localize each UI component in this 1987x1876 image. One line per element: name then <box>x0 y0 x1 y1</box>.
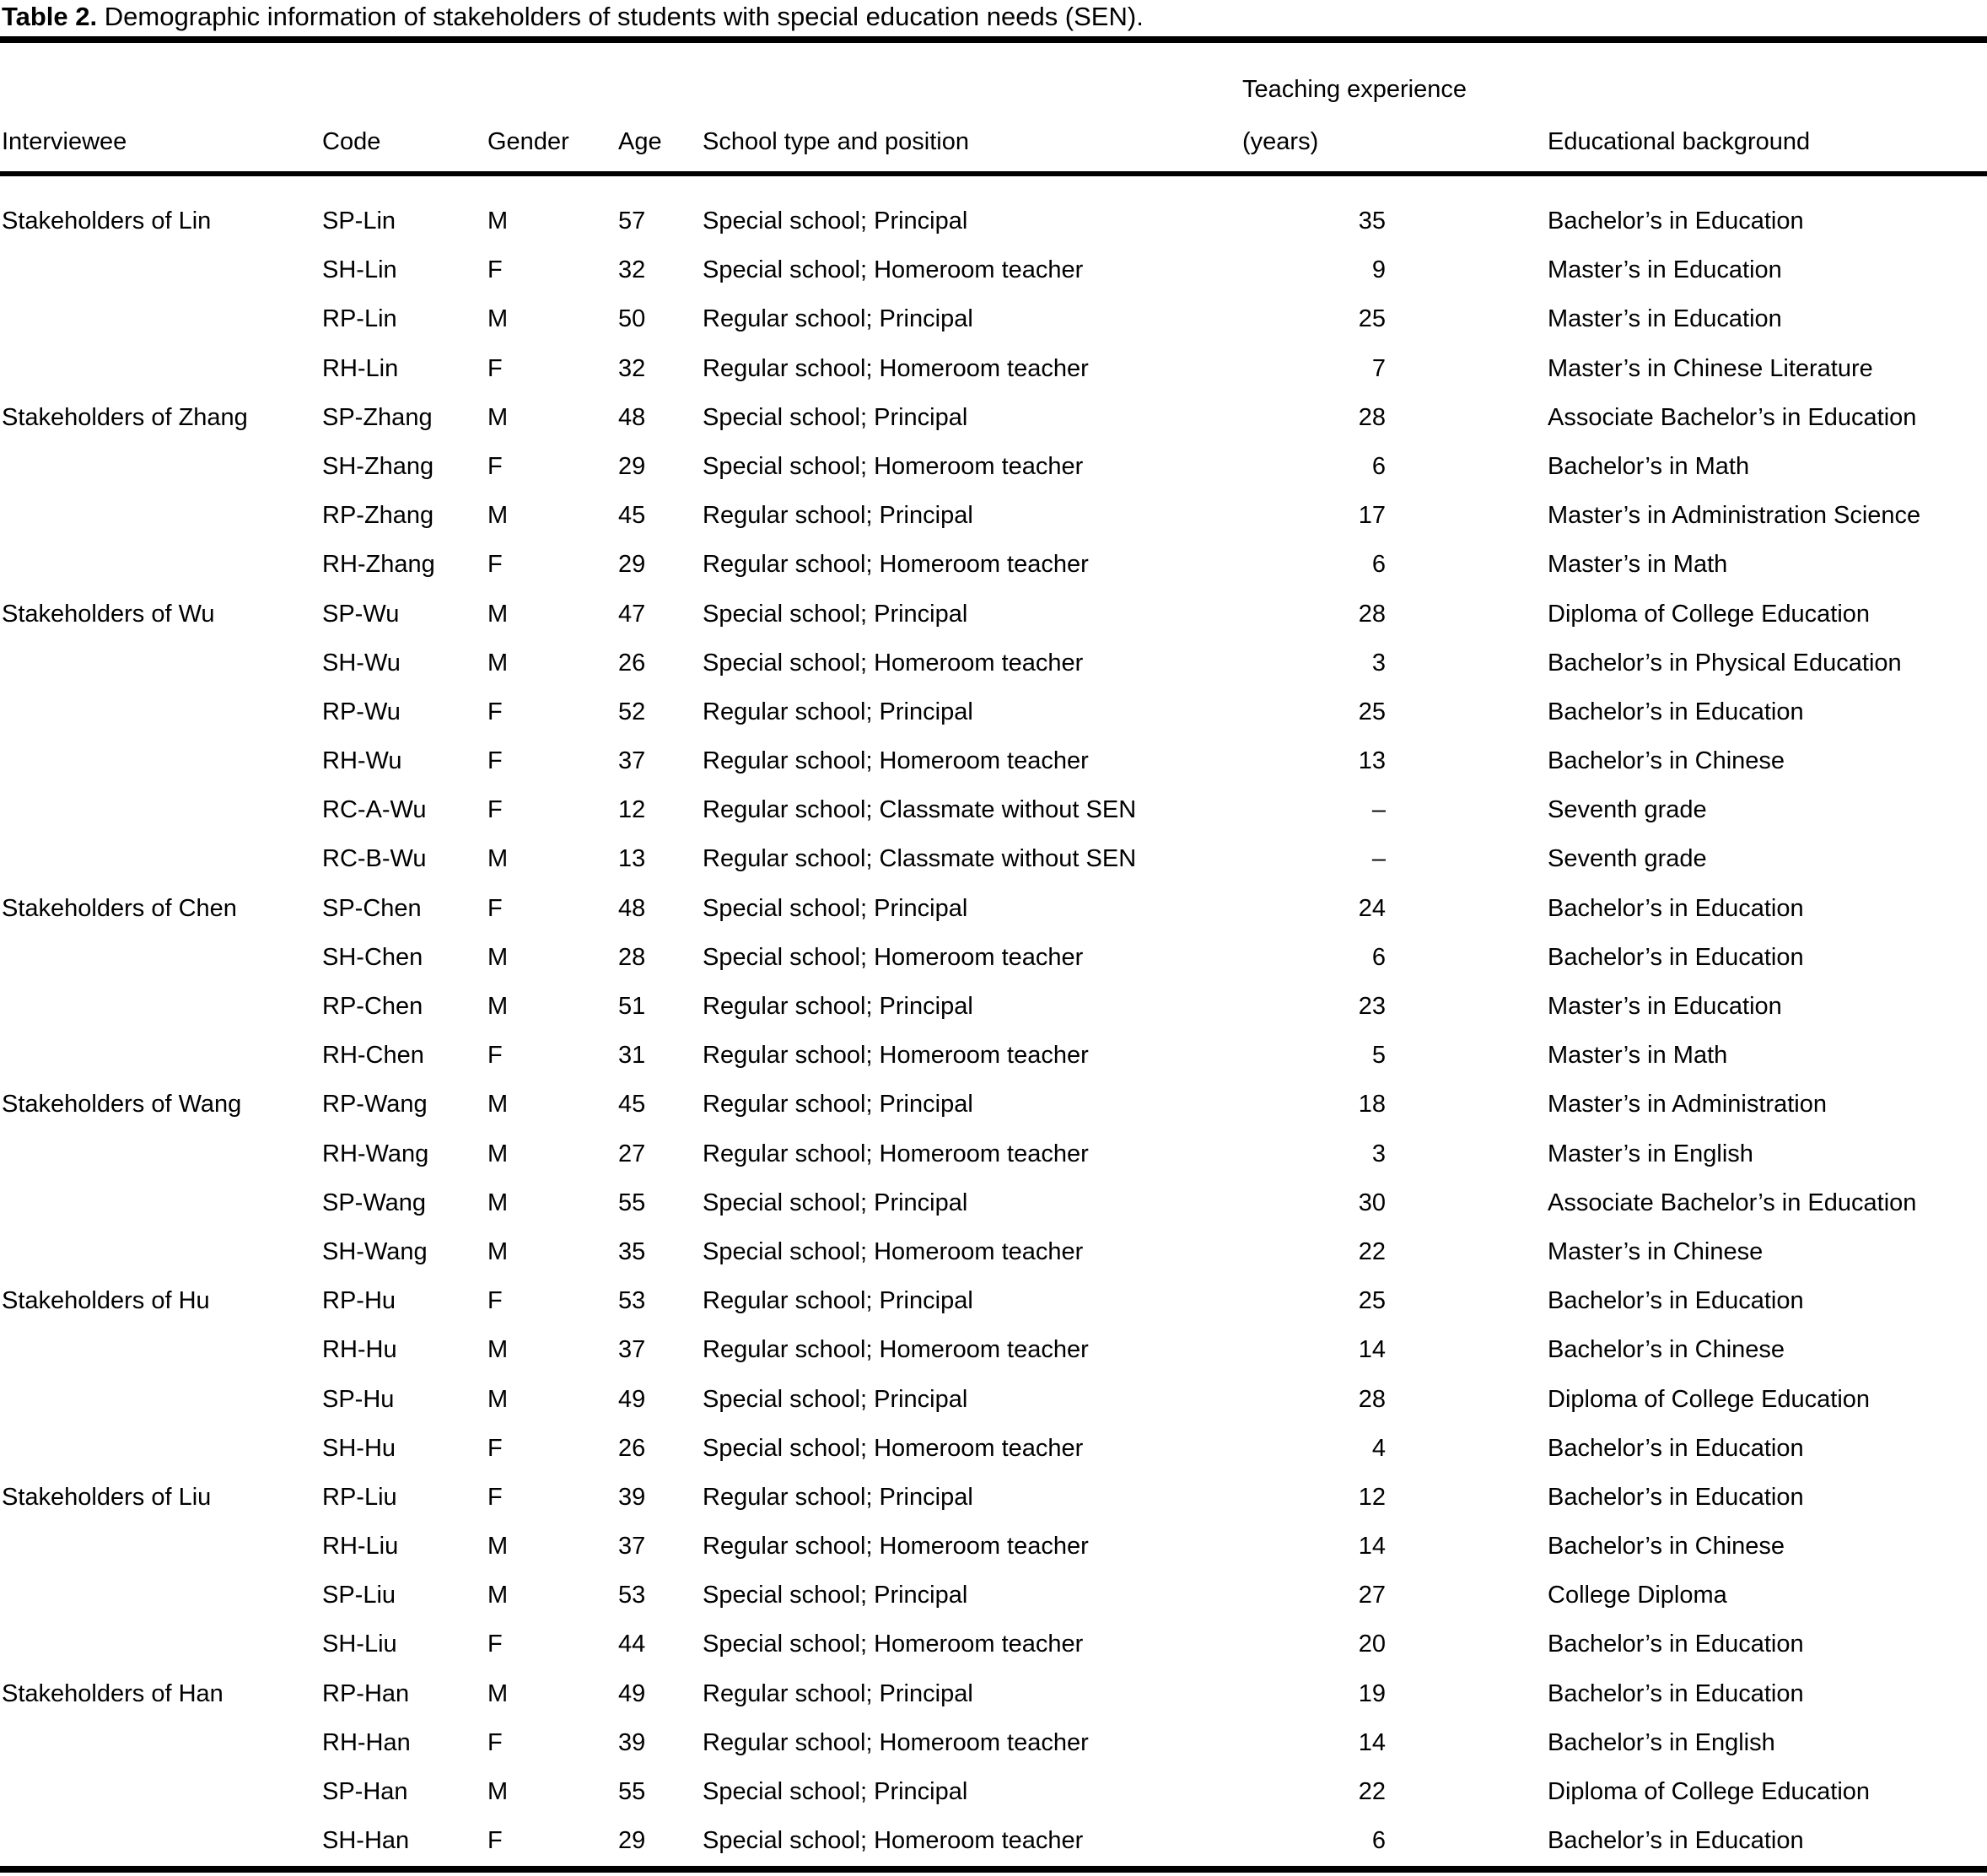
code-cell: SH-Wu <box>322 649 401 677</box>
table-row <box>0 1767 1987 1816</box>
experience-cell: 22 <box>1358 1778 1386 1805</box>
table-row <box>0 1375 1987 1424</box>
education-cell: Bachelor’s in Education <box>1548 1827 1804 1855</box>
experience-cell: 12 <box>1358 1483 1386 1511</box>
school-cell: Special school; Principal <box>703 1189 968 1216</box>
table-row <box>0 1031 1987 1080</box>
education-cell: Bachelor’s in English <box>1548 1728 1775 1756</box>
education-cell: Bachelor’s in Education <box>1548 1679 1804 1707</box>
gender-cell: M <box>487 403 509 431</box>
school-cell: Special school; Principal <box>703 600 968 628</box>
school-cell: Special school; Homeroom teacher <box>703 943 1084 971</box>
code-cell: SH-Lin <box>322 256 397 284</box>
table-row <box>0 982 1987 1031</box>
age-cell: 57 <box>618 208 646 234</box>
age-cell: 39 <box>618 1728 646 1756</box>
table-row <box>0 197 1987 245</box>
gender-cell: F <box>487 698 503 725</box>
education-cell: Bachelor’s in Physical Education <box>1548 649 1902 677</box>
school-cell: Special school; Homeroom teacher <box>703 1434 1084 1462</box>
education-cell: Diploma of College Education <box>1548 1385 1871 1413</box>
school-cell: Special school; Principal <box>703 1582 968 1609</box>
gender-cell: F <box>487 1483 503 1511</box>
table-title-text: Demographic information of stakeholders of students with special education needs (SEN). <box>104 2 1144 31</box>
age-cell: 49 <box>618 1679 646 1707</box>
code-cell: SH-Zhang <box>322 452 434 480</box>
code-cell: RP-Zhang <box>322 502 434 530</box>
gender-cell: M <box>487 1778 509 1805</box>
age-cell: 31 <box>618 1042 646 1070</box>
age-cell: 45 <box>618 502 646 530</box>
education-cell: Master’s in Chinese Literature <box>1548 354 1873 382</box>
school-cell: Regular school; Homeroom teacher <box>703 1336 1089 1364</box>
gender-cell: M <box>487 845 509 873</box>
experience-cell: 27 <box>1358 1582 1386 1609</box>
experience-cell: 30 <box>1358 1189 1386 1216</box>
table-row <box>0 1816 1987 1865</box>
education-cell: Bachelor’s in Chinese <box>1548 1336 1785 1364</box>
age-cell: 48 <box>618 403 646 431</box>
code-cell: RH-Wang <box>322 1140 429 1167</box>
table-row <box>0 294 1987 343</box>
code-cell: RH-Hu <box>322 1336 397 1364</box>
school-cell: Regular school; Homeroom teacher <box>703 551 1089 579</box>
code-cell: RC-B-Wu <box>322 845 427 873</box>
code-cell: SP-Hu <box>322 1385 395 1413</box>
age-cell: 26 <box>618 649 646 677</box>
table-row <box>0 1473 1987 1522</box>
school-cell: Regular school; Classmate without SEN <box>703 796 1137 824</box>
age-cell: 53 <box>618 1287 646 1315</box>
table-row <box>0 687 1987 736</box>
education-cell: Master’s in Education <box>1548 256 1782 284</box>
gender-cell: F <box>487 1042 503 1070</box>
gender-cell: M <box>487 1140 509 1167</box>
experience-cell: 6 <box>1371 551 1386 579</box>
age-cell: 37 <box>618 1336 646 1364</box>
education-cell: Bachelor’s in Education <box>1548 1434 1804 1462</box>
gender-cell: M <box>487 502 509 530</box>
code-cell: SP-Wang <box>322 1189 427 1216</box>
gender-cell: F <box>487 256 503 284</box>
code-cell: RP-Lin <box>322 305 397 333</box>
age-cell: 44 <box>618 1631 646 1658</box>
school-cell: Special school; Principal <box>703 1778 968 1805</box>
school-cell: Regular school; Principal <box>703 993 973 1020</box>
table-bottom-rule <box>0 1866 1987 1873</box>
school-cell: Special school; Principal <box>703 894 968 922</box>
school-cell: Regular school; Principal <box>703 502 973 530</box>
experience-cell: 9 <box>1371 256 1386 284</box>
interviewee-cell: Stakeholders of Han <box>2 1679 223 1707</box>
gender-cell: M <box>487 993 509 1020</box>
gender-cell: F <box>487 1827 503 1855</box>
column-header-age: Age <box>618 128 662 155</box>
table-header-rule <box>0 171 1987 176</box>
education-cell: Associate Bachelor’s in Education <box>1548 1189 1917 1216</box>
table-row <box>0 442 1987 491</box>
table-row <box>0 590 1987 639</box>
code-cell: RP-Liu <box>322 1483 397 1511</box>
code-cell: RH-Liu <box>322 1533 399 1561</box>
age-cell: 39 <box>618 1483 646 1511</box>
gender-cell: F <box>487 551 503 579</box>
gender-cell: F <box>487 452 503 480</box>
gender-cell: F <box>487 1434 503 1462</box>
experience-cell: 3 <box>1371 1140 1386 1167</box>
age-cell: 32 <box>618 256 646 284</box>
school-cell: Regular school; Homeroom teacher <box>703 1140 1089 1167</box>
experience-cell: 3 <box>1371 649 1386 677</box>
age-cell: 12 <box>618 796 646 824</box>
experience-cell: – <box>1371 845 1386 873</box>
school-cell: Regular school; Principal <box>703 1091 973 1119</box>
school-cell: Regular school; Principal <box>703 305 973 333</box>
table-row <box>0 1522 1987 1571</box>
experience-cell: 14 <box>1358 1728 1386 1756</box>
column-header-education: Educational background <box>1548 128 1811 155</box>
code-cell: SP-Wu <box>322 600 400 628</box>
gender-cell: M <box>487 1237 509 1265</box>
school-cell: Special school; Homeroom teacher <box>703 1631 1084 1658</box>
school-cell: Regular school; Principal <box>703 1483 973 1511</box>
education-cell: College Diploma <box>1548 1582 1727 1609</box>
gender-cell: F <box>487 1287 503 1315</box>
education-cell: Bachelor’s in Chinese <box>1548 1533 1785 1561</box>
education-cell: Master’s in Math <box>1548 551 1728 579</box>
experience-cell: 6 <box>1371 943 1386 971</box>
experience-cell: 20 <box>1358 1631 1386 1658</box>
experience-cell: – <box>1371 796 1386 824</box>
school-cell: Regular school; Homeroom teacher <box>703 1728 1089 1756</box>
code-cell: RH-Lin <box>322 354 399 382</box>
table-row <box>0 1669 1987 1718</box>
table-row <box>0 1325 1987 1374</box>
table-row <box>0 344 1987 393</box>
gender-cell: M <box>487 1679 509 1707</box>
code-cell: RH-Chen <box>322 1042 424 1070</box>
experience-cell: 6 <box>1371 452 1386 480</box>
education-cell: Master’s in Administration Science <box>1548 502 1921 530</box>
experience-cell: 23 <box>1358 993 1386 1020</box>
education-cell: Seventh grade <box>1548 845 1707 873</box>
code-cell: SP-Han <box>322 1778 408 1805</box>
experience-cell: 28 <box>1358 403 1386 431</box>
table-row <box>0 1276 1987 1325</box>
experience-cell: 6 <box>1371 1827 1386 1855</box>
school-cell: Regular school; Principal <box>703 1679 973 1707</box>
experience-cell: 25 <box>1358 1287 1386 1315</box>
education-cell: Associate Bachelor’s in Education <box>1548 403 1917 431</box>
code-cell: SH-Chen <box>322 943 423 971</box>
experience-cell: 13 <box>1358 747 1386 775</box>
interviewee-cell: Stakeholders of Wang <box>2 1091 242 1119</box>
table-body <box>0 197 1987 1865</box>
code-cell: RP-Han <box>322 1679 410 1707</box>
table-row <box>0 933 1987 982</box>
age-cell: 45 <box>618 1091 646 1119</box>
education-cell: Bachelor’s in Math <box>1548 452 1750 480</box>
education-cell: Diploma of College Education <box>1548 600 1871 628</box>
age-cell: 27 <box>618 1140 646 1167</box>
age-cell: 35 <box>618 1237 646 1265</box>
table-row <box>0 1424 1987 1473</box>
experience-cell: 24 <box>1358 894 1386 922</box>
gender-cell: F <box>487 747 503 775</box>
school-cell: Regular school; Homeroom teacher <box>703 747 1089 775</box>
education-cell: Master’s in Education <box>1548 993 1782 1020</box>
interviewee-cell: Stakeholders of Lin <box>2 208 212 234</box>
code-cell: RH-Wu <box>322 747 402 775</box>
gender-cell: M <box>487 1336 509 1364</box>
code-cell: RP-Wang <box>322 1091 428 1119</box>
age-cell: 37 <box>618 1533 646 1561</box>
school-cell: Regular school; Homeroom teacher <box>703 1042 1089 1070</box>
table-row <box>0 1129 1987 1178</box>
education-cell: Master’s in Chinese <box>1548 1237 1764 1265</box>
gender-cell: M <box>487 1385 509 1413</box>
table-row <box>0 834 1987 883</box>
code-cell: RP-Hu <box>322 1287 396 1315</box>
code-cell: RH-Han <box>322 1728 411 1756</box>
school-cell: Regular school; Homeroom teacher <box>703 354 1089 382</box>
column-header-experience-line2: (years) <box>1242 128 1319 155</box>
age-cell: 55 <box>618 1189 646 1216</box>
table-row <box>0 245 1987 294</box>
experience-cell: 7 <box>1371 354 1386 382</box>
experience-cell: 28 <box>1358 1385 1386 1413</box>
age-cell: 37 <box>618 747 646 775</box>
table-row <box>0 1571 1987 1620</box>
education-cell: Diploma of College Education <box>1548 1778 1871 1805</box>
education-cell: Master’s in English <box>1548 1140 1753 1167</box>
education-cell: Bachelor’s in Education <box>1548 1287 1804 1315</box>
experience-cell: 28 <box>1358 600 1386 628</box>
school-cell: Special school; Homeroom teacher <box>703 649 1084 677</box>
table-top-rule <box>0 36 1987 43</box>
column-header-interviewee: Interviewee <box>2 128 127 155</box>
gender-cell: M <box>487 1582 509 1609</box>
gender-cell: M <box>487 208 509 234</box>
age-cell: 29 <box>618 551 646 579</box>
age-cell: 26 <box>618 1434 646 1462</box>
age-cell: 49 <box>618 1385 646 1413</box>
table-title <box>2 2 1144 32</box>
experience-cell: 19 <box>1358 1679 1386 1707</box>
code-cell: SP-Liu <box>322 1582 396 1609</box>
gender-cell: M <box>487 1533 509 1561</box>
interviewee-cell: Stakeholders of Chen <box>2 894 237 922</box>
code-cell: SP-Chen <box>322 894 422 922</box>
table-row <box>0 639 1987 687</box>
gender-cell: M <box>487 649 509 677</box>
age-cell: 28 <box>618 943 646 971</box>
experience-cell: 17 <box>1358 502 1386 530</box>
table-row <box>0 785 1987 834</box>
code-cell: RH-Zhang <box>322 551 435 579</box>
code-cell: SP-Lin <box>322 208 396 234</box>
table-row <box>0 540 1987 589</box>
education-cell: Bachelor’s in Education <box>1548 894 1804 922</box>
column-header-gender: Gender <box>487 128 569 155</box>
code-cell: SH-Liu <box>322 1631 397 1658</box>
table-title-label: Table 2. <box>2 2 98 31</box>
school-cell: Regular school; Classmate without SEN <box>703 845 1137 873</box>
table-row <box>0 1620 1987 1668</box>
experience-cell: 35 <box>1358 208 1386 234</box>
interviewee-cell: Stakeholders of Liu <box>2 1483 212 1511</box>
column-header-school: School type and position <box>703 128 969 155</box>
column-header-experience-line1: Teaching experience <box>1242 76 1467 103</box>
table-row <box>0 1080 1987 1129</box>
age-cell: 53 <box>618 1582 646 1609</box>
age-cell: 29 <box>618 452 646 480</box>
table-row <box>0 1227 1987 1276</box>
gender-cell: M <box>487 1189 509 1216</box>
school-cell: Regular school; Principal <box>703 698 973 725</box>
gender-cell: F <box>487 1631 503 1658</box>
education-cell: Seventh grade <box>1548 796 1707 824</box>
code-cell: SH-Hu <box>322 1434 396 1462</box>
interviewee-cell: Stakeholders of Hu <box>2 1287 210 1315</box>
table-row <box>0 736 1987 785</box>
gender-cell: M <box>487 305 509 333</box>
gender-cell: F <box>487 796 503 824</box>
age-cell: 50 <box>618 305 646 333</box>
experience-cell: 14 <box>1358 1533 1386 1561</box>
education-cell: Bachelor’s in Chinese <box>1548 747 1785 775</box>
table-row <box>0 491 1987 540</box>
experience-cell: 25 <box>1358 305 1386 333</box>
gender-cell: M <box>487 943 509 971</box>
code-cell: SP-Zhang <box>322 403 433 431</box>
school-cell: Special school; Homeroom teacher <box>703 452 1084 480</box>
experience-cell: 5 <box>1371 1042 1386 1070</box>
school-cell: Regular school; Homeroom teacher <box>703 1533 1089 1561</box>
age-cell: 13 <box>618 845 646 873</box>
school-cell: Regular school; Principal <box>703 1287 973 1315</box>
gender-cell: F <box>487 894 503 922</box>
experience-cell: 4 <box>1371 1434 1386 1462</box>
column-header-code: Code <box>322 128 381 155</box>
table-row <box>0 884 1987 933</box>
age-cell: 51 <box>618 993 646 1020</box>
experience-cell: 25 <box>1358 698 1386 725</box>
education-cell: Bachelor’s in Education <box>1548 208 1804 234</box>
age-cell: 55 <box>618 1778 646 1805</box>
code-cell: RP-Chen <box>322 993 423 1020</box>
table-row <box>0 1178 1987 1227</box>
experience-cell: 18 <box>1358 1091 1386 1119</box>
education-cell: Master’s in Education <box>1548 305 1782 333</box>
education-cell: Master’s in Math <box>1548 1042 1728 1070</box>
education-cell: Bachelor’s in Education <box>1548 698 1804 725</box>
education-cell: Master’s in Administration <box>1548 1091 1827 1119</box>
code-cell: RC-A-Wu <box>322 796 427 824</box>
education-cell: Bachelor’s in Education <box>1548 1631 1804 1658</box>
school-cell: Special school; Principal <box>703 1385 968 1413</box>
education-cell: Bachelor’s in Education <box>1548 943 1804 971</box>
age-cell: 32 <box>618 354 646 382</box>
school-cell: Special school; Homeroom teacher <box>703 256 1084 284</box>
school-cell: Special school; Homeroom teacher <box>703 1237 1084 1265</box>
age-cell: 29 <box>618 1827 646 1855</box>
gender-cell: F <box>487 1728 503 1756</box>
table-row <box>0 1718 1987 1767</box>
code-cell: RP-Wu <box>322 698 401 725</box>
school-cell: Special school; Homeroom teacher <box>703 1827 1084 1855</box>
gender-cell: M <box>487 600 509 628</box>
code-cell: SH-Wang <box>322 1237 428 1265</box>
school-cell: Special school; Principal <box>703 403 968 431</box>
experience-cell: 22 <box>1358 1237 1386 1265</box>
age-cell: 48 <box>618 894 646 922</box>
code-cell: SH-Han <box>322 1827 410 1855</box>
age-cell: 47 <box>618 600 646 628</box>
gender-cell: F <box>487 354 503 382</box>
experience-cell: 14 <box>1358 1336 1386 1364</box>
interviewee-cell: Stakeholders of Zhang <box>2 403 248 431</box>
age-cell: 52 <box>618 698 646 725</box>
school-cell: Special school; Principal <box>703 208 968 234</box>
interviewee-cell: Stakeholders of Wu <box>2 600 215 628</box>
education-cell: Bachelor’s in Education <box>1548 1483 1804 1511</box>
gender-cell: M <box>487 1091 509 1119</box>
table-row <box>0 393 1987 442</box>
